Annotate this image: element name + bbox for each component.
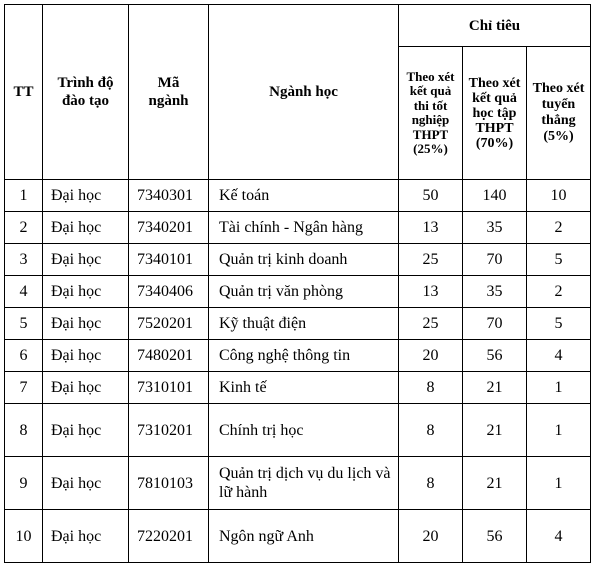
- row-quota-transcript: 70: [463, 244, 527, 276]
- header-code: Mã ngành: [129, 5, 209, 180]
- row-quota-direct: 1: [527, 404, 591, 457]
- row-quota-exam: 8: [399, 404, 463, 457]
- table-row: [5, 308, 591, 340]
- table-row: [5, 457, 591, 510]
- row-code: 7520201: [129, 308, 209, 340]
- row-number: 5: [5, 308, 43, 340]
- row-level: Đại học: [43, 180, 129, 212]
- row-quota-transcript: 70: [463, 308, 527, 340]
- table-row: [5, 244, 591, 276]
- row-code: 7480201: [129, 340, 209, 372]
- row-quota-transcript: 35: [463, 276, 527, 308]
- row-quota-direct: 5: [527, 244, 591, 276]
- row-code: 7810103: [129, 457, 209, 510]
- row-code: 7310201: [129, 404, 209, 457]
- header-major: Ngành học: [209, 5, 399, 180]
- row-number: 9: [5, 457, 43, 510]
- row-quota-exam: 13: [399, 276, 463, 308]
- row-level: Đại học: [43, 510, 129, 563]
- row-code: 7340301: [129, 180, 209, 212]
- quota-table: [4, 4, 591, 563]
- row-level: Đại học: [43, 457, 129, 510]
- row-quota-direct: 2: [527, 212, 591, 244]
- row-number: 10: [5, 510, 43, 563]
- row-number: 6: [5, 340, 43, 372]
- row-quota-transcript: 35: [463, 212, 527, 244]
- row-quota-transcript: 21: [463, 457, 527, 510]
- row-level: Đại học: [43, 308, 129, 340]
- row-number: 2: [5, 212, 43, 244]
- row-code: 7220201: [129, 510, 209, 563]
- row-quota-transcript: 56: [463, 510, 527, 563]
- row-quota-direct: 4: [527, 510, 591, 563]
- row-quota-exam: 8: [399, 372, 463, 404]
- row-number: 4: [5, 276, 43, 308]
- row-level: Đại học: [43, 372, 129, 404]
- row-code: 7340101: [129, 244, 209, 276]
- row-quota-transcript: 140: [463, 180, 527, 212]
- table-row: [5, 372, 591, 404]
- row-level: Đại học: [43, 212, 129, 244]
- row-number: 7: [5, 372, 43, 404]
- row-level: Đại học: [43, 276, 129, 308]
- header-level: Trình độ đào tạo: [43, 5, 129, 180]
- row-number: 1: [5, 180, 43, 212]
- row-major: Kỹ thuật điện: [209, 308, 399, 340]
- table-row: [5, 180, 591, 212]
- row-major: Kinh tế: [209, 372, 399, 404]
- row-level: Đại học: [43, 340, 129, 372]
- header-quota-transcript: Theo xét kết quả học tập THPT (70%): [463, 47, 527, 180]
- row-major: Quản trị kinh doanh: [209, 244, 399, 276]
- row-major: Quản trị văn phòng: [209, 276, 399, 308]
- table-row: [5, 404, 591, 457]
- row-quota-direct: 1: [527, 457, 591, 510]
- row-quota-transcript: 56: [463, 340, 527, 372]
- header-quota: Chỉ tiêu: [399, 5, 591, 47]
- row-major: Quản trị dịch vụ du lịch và lữ hành: [209, 457, 399, 510]
- table-row: [5, 510, 591, 563]
- row-quota-exam: 50: [399, 180, 463, 212]
- header-quota-direct: Theo xét tuyển thẳng (5%): [527, 47, 591, 180]
- row-quota-direct: 2: [527, 276, 591, 308]
- row-quota-transcript: 21: [463, 404, 527, 457]
- row-major: Kế toán: [209, 180, 399, 212]
- table-row: [5, 340, 591, 372]
- header-quota-exam: Theo xét kết quả thi tốt nghiệp THPT (25%): [399, 47, 463, 180]
- row-major: Ngôn ngữ Anh: [209, 510, 399, 563]
- row-quota-direct: 1: [527, 372, 591, 404]
- row-quota-exam: 25: [399, 308, 463, 340]
- row-quota-exam: 20: [399, 510, 463, 563]
- row-number: 3: [5, 244, 43, 276]
- row-major: Chính trị học: [209, 404, 399, 457]
- row-quota-exam: 8: [399, 457, 463, 510]
- table-row: [5, 276, 591, 308]
- row-level: Đại học: [43, 404, 129, 457]
- row-major: Tài chính - Ngân hàng: [209, 212, 399, 244]
- row-code: 7340406: [129, 276, 209, 308]
- row-quota-direct: 10: [527, 180, 591, 212]
- row-quota-exam: 13: [399, 212, 463, 244]
- row-quota-direct: 5: [527, 308, 591, 340]
- row-code: 7340201: [129, 212, 209, 244]
- row-quota-exam: 20: [399, 340, 463, 372]
- row-quota-exam: 25: [399, 244, 463, 276]
- row-code: 7310101: [129, 372, 209, 404]
- row-major: Công nghệ thông tin: [209, 340, 399, 372]
- row-level: Đại học: [43, 244, 129, 276]
- row-quota-direct: 4: [527, 340, 591, 372]
- row-quota-transcript: 21: [463, 372, 527, 404]
- header-tt: TT: [5, 5, 43, 180]
- table-row: [5, 212, 591, 244]
- row-number: 8: [5, 404, 43, 457]
